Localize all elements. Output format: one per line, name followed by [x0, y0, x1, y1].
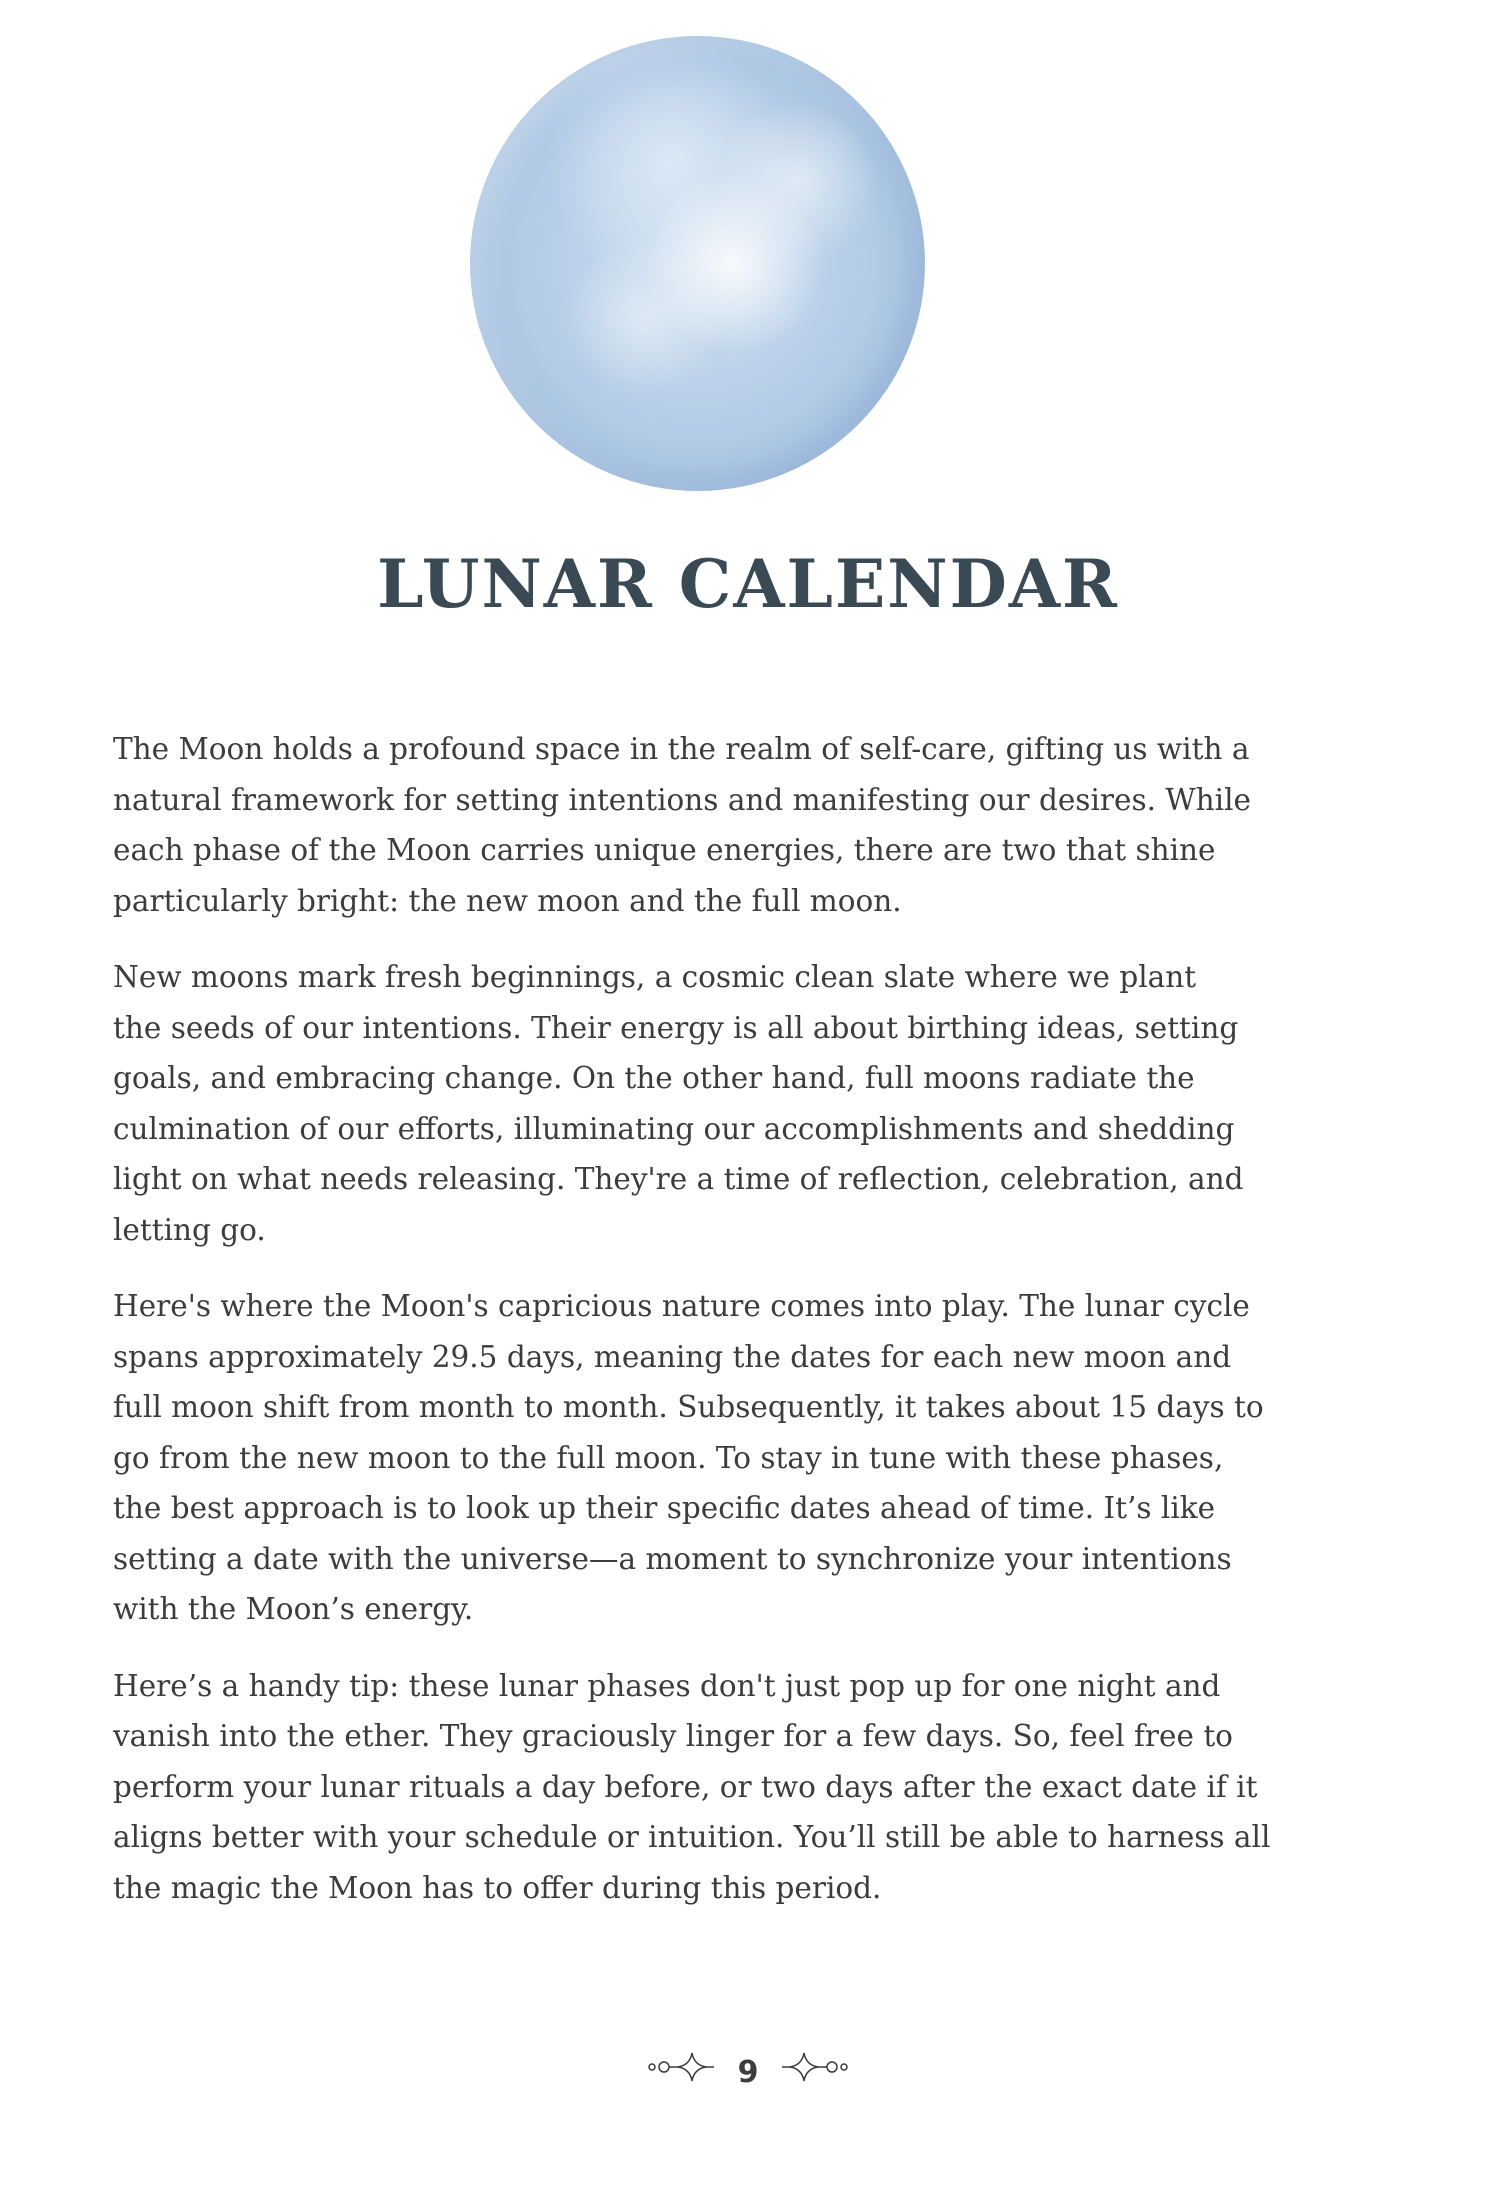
- text-line: the best approach is to look up their specific dates ahead of time. It’s like: [113, 1491, 1216, 1525]
- paragraph-handy-tip: [113, 1661, 1393, 1914]
- text-line: each phase of the Moon carries unique energies, there are two that shine: [113, 833, 1216, 867]
- text-line: natural framework for setting intentions and manifesting our desires. While: [113, 782, 1251, 817]
- full-moon-illustration: [470, 36, 925, 491]
- text-line: the seeds of our intentions. Their energy is all about birthing ideas, setting: [113, 1010, 1239, 1045]
- text-line: The Moon holds a profound space in the realm of self-care, gifting us with a: [113, 732, 1250, 766]
- text-line: New moons mark fresh beginnings, a cosmic clean slate where we plant: [113, 960, 1197, 994]
- text-line: goals, and embracing change. On the other hand, full moons radiate the: [113, 1061, 1195, 1095]
- text-line: perform your lunar rituals a day before, or two days after the exact date if it: [113, 1769, 1258, 1804]
- paragraph-new-and-full-moons: [113, 952, 1393, 1255]
- text-line: with the Moon’s energy.: [113, 1592, 474, 1626]
- body-text: [113, 724, 1393, 1939]
- page-number: 9: [737, 2054, 759, 2090]
- folio-ornament-left-icon: [646, 2050, 716, 2095]
- paragraph-intro: [113, 724, 1393, 926]
- paragraph-lunar-cycle: [113, 1281, 1393, 1635]
- page-folio: [0, 2050, 1496, 2095]
- text-line: vanish into the ether. They graciously linger for a few days. So, feel free to: [113, 1719, 1233, 1753]
- text-line: culmination of our efforts, illuminating our accomplishments and shedding: [113, 1111, 1235, 1146]
- text-line: particularly bright: the new moon and the full moon.: [113, 883, 902, 918]
- text-line: setting a date with the universe—a moment to synchronize your intentions: [113, 1541, 1232, 1576]
- text-line: light on what needs releasing. They're a time of reflection, celebration, and: [113, 1162, 1244, 1196]
- text-line: full moon shift from month to month. Subsequently, it takes about 15 days to: [113, 1390, 1264, 1424]
- text-line: Here’s a handy tip: these lunar phases don't just pop up for one night and: [113, 1668, 1221, 1703]
- text-line: the magic the Moon has to offer during this period.: [113, 1870, 882, 1905]
- text-line: Here's where the Moon's capricious nature comes into play. The lunar cycle: [113, 1289, 1250, 1323]
- folio-ornament-right-icon: [780, 2050, 850, 2095]
- text-line: go from the new moon to the full moon. To stay in tune with these phases,: [113, 1440, 1224, 1475]
- text-line: letting go.: [113, 1212, 266, 1247]
- page-title: LUNAR CALENDAR: [377, 545, 1119, 623]
- text-line: aligns better with your schedule or intuition. You’ll still be able to harness all: [113, 1820, 1271, 1854]
- text-line: spans approximately 29.5 days, meaning the dates for each new moon and: [113, 1339, 1232, 1374]
